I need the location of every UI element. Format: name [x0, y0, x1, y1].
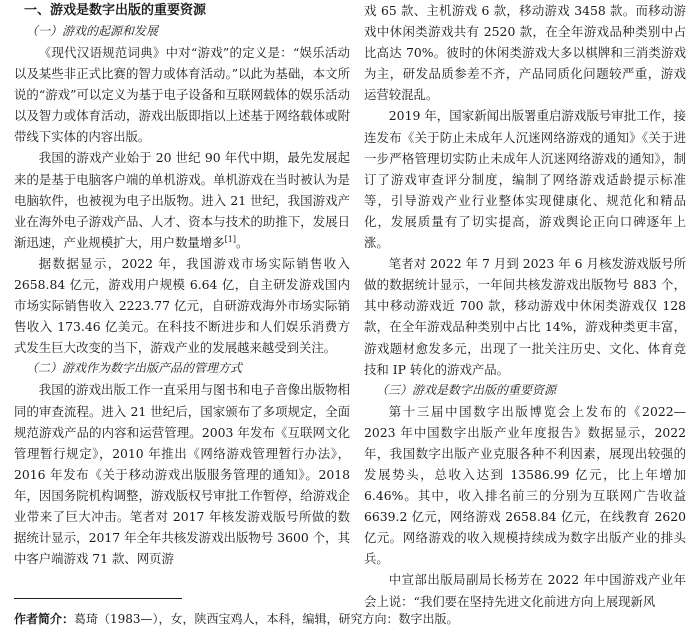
paragraph-history-end: 。	[235, 234, 249, 250]
subsection-title-management: （二）游戏作为数字出版产品的管理方式	[26, 361, 243, 376]
paragraph-definition: 《现代汉语规范词典》中对“游戏”的定义是：“娱乐活动以及某些非正式比赛的智力或体育活动。”以此为基础，本文所说的“游戏”可以定义为基于电子设备和互联网载体的娱乐活动以及智力或体育活动，游戏出版即指以上述基于网络载体或附带线下实体的内容出版。	[14, 45, 350, 145]
paragraph-market-data: 据数据显示，2022 年，我国游戏市场实际销售收入 2658.84 亿元，游戏用户规模 6.64 亿，自主研发游戏国内市场实际销售收入 2223.77 亿元，自研游戏海外市场实际销售收入 173.46 亿美元。在科技不断进步和人们娱乐消费方式发生巨大改变的当下，游戏产业的发展越来越受到关注。	[14, 255, 350, 356]
paragraph-industry-report: 第十三届中国数字出版博览会上发布的《2022—2023 年中国数字出版产业年度报告》数据显示，2022 年，我国数字出版产业克服各种不利因素，展现出较强的发展势头，总收入达到 13586.99 亿元，比上年增加 6.46%。其中，收入排名前三的分别为互联网广告收益 6639.2 亿元，网络游戏 2658.84 亿元，在线教育 2620 亿元。网络游戏的收入规模持续成为数字出版产业的排头兵。	[364, 403, 686, 567]
paragraph-continued: 戏 65 款、主机游戏 6 款，移动游戏 3458 款。而移动游戏中休闲类游戏共有 2520 款，在全年游戏品种类别中占比高达 70%。彼时的休闲类游戏大多以棋牌和三消类游戏为主，研发品质参差不齐，产品同质化问题较严重，游戏运营较混乱。	[364, 3, 686, 103]
subsection-title-resource: （三）游戏是数字出版的重要资源	[376, 382, 557, 397]
left-column	[14, 0, 350, 569]
footnote-divider	[14, 598, 182, 599]
footnote-text: 葛琦（1983—），女，陕西宝鸡人，本科，编辑，研究方向：数字出版。	[74, 612, 459, 626]
subsection-title-origin: （一）游戏的起源和发展	[26, 24, 159, 38]
paragraph-2019-reform: 2019 年，国家新闻出版署重启游戏版号审批工作，接连发布《关于防止未成年人沉迷网络游戏的通知》《关于进一步严格管理切实防止未成年人沉迷网络游戏的通知》，制订了游戏审查评分制度，编制了网络游戏适龄提示标准等，引导游戏产业行业整体实现健康化、规范化和精品化，发展质量有了切实提高，游戏舆论正向口碑逐年上涨。	[364, 108, 686, 251]
footnote-label: 作者简介：	[14, 612, 75, 626]
paragraph-history-text: 我国的游戏产业始于 20 世纪 90 年代中期，最先发展起来的是基于电脑客户端的单机游戏。单机游戏在当时被认为是电脑软件，也被视为电子出版物。进入 21 世纪，我国游戏产业在海外电子游戏产品、人才、资本与技术的助推下，发展日渐迅速，产业规模扩大，用户数量增多	[14, 150, 350, 250]
paragraph-quote: 中宣部出版局副局长杨芳在 2022 年中国游戏产业年会上说：“我们要在坚持先进文化前进方向上展现新风	[364, 572, 686, 609]
right-column	[364, 0, 686, 612]
paragraph-regulation: 我国的游戏出版工作一直采用与图书和电子音像出版物相同的审查流程。进入 21 世纪后，国家颁布了多项规定，全面规范游戏产品的内容和运营管理。2003 年发布《互联网文化管理暂行规定》，2010 年推出《网络游戏管理暂行办法》，2016 年发布《关于移动游戏出版服务管理的通知》。2018 年，因国务院机构调整，游戏版权号审批工作暂停，给游戏企业带来了巨大冲击。笔者对 2017 年核发游戏版号所做的数据统计显示，2017 年全年共核发游戏出版物号 3600 个，其中客户端游戏 71 款、网页游	[14, 382, 350, 567]
citation-ref: [1]	[224, 234, 236, 244]
paragraph-2022-statistics: 笔者对 2022 年 7 月到 2023 年 6 月核发游戏版号所做的数据统计显示，一年间共核发游戏出版物号 883 个，其中移动游戏近 700 款，移动游戏中休闲类游戏仅 128 款，在全年游戏品种类别中占比 14%，游戏种类更丰富，游戏题材愈发多元，出现了一批关注历史、文化、体育竞技和 IP 转化的游戏产品。	[364, 256, 686, 377]
section-title-1: 一、游戏是数字出版的重要资源	[24, 3, 207, 18]
paragraph-history	[14, 147, 350, 252]
author-footnote	[14, 611, 694, 627]
